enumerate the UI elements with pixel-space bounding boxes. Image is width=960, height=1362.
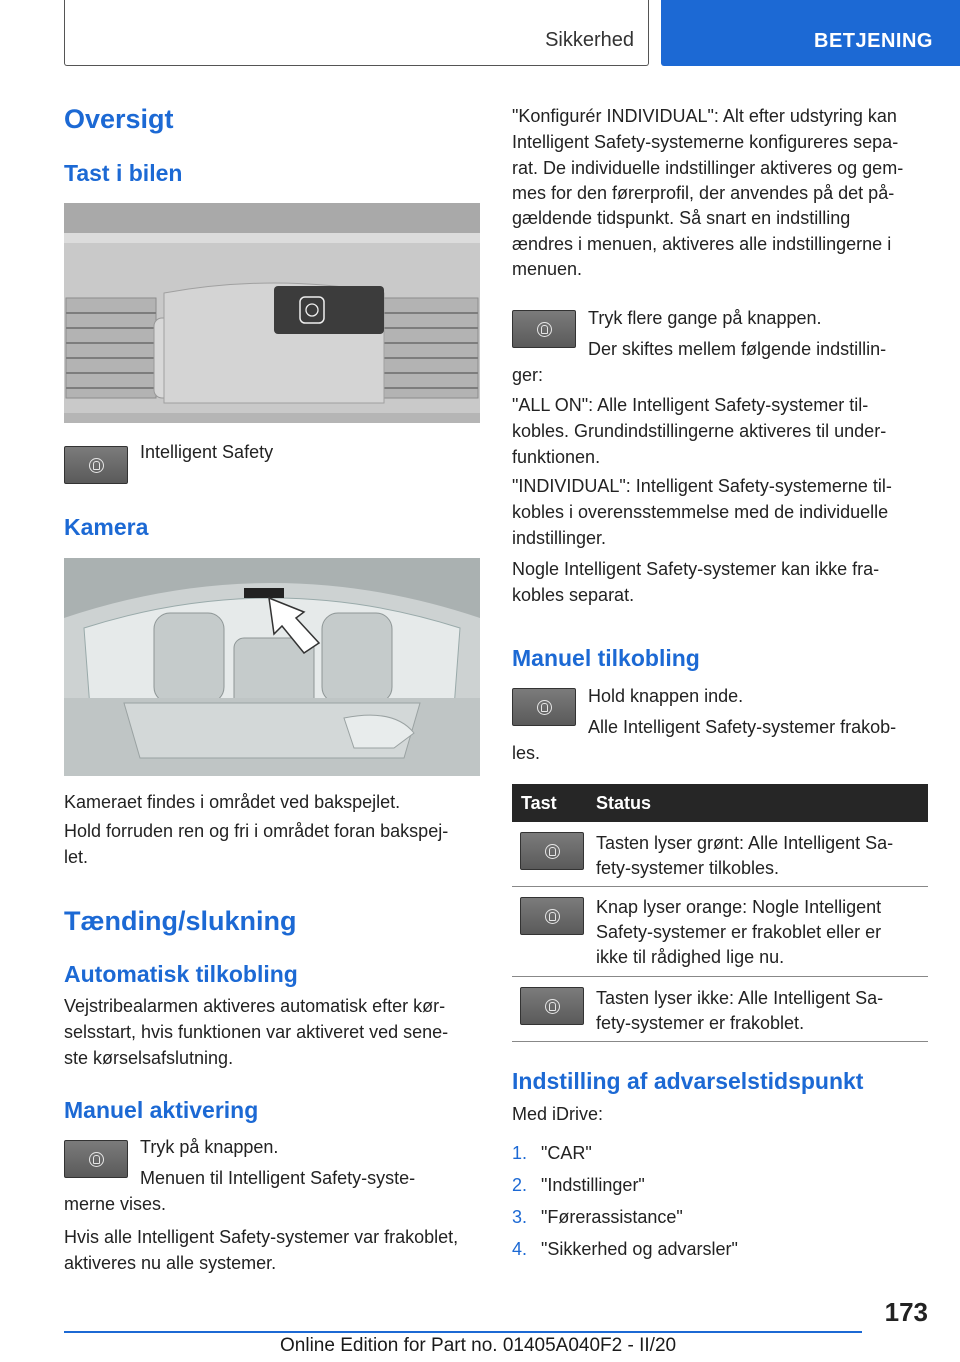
dashboard-button-photo <box>64 203 480 423</box>
table-row-text-1: Tasten lyser grønt: Alle Intelligent Sa- <box>596 833 894 853</box>
status-table-header <box>512 784 928 822</box>
step-number: 1. <box>512 1143 528 1163</box>
intelligent-safety-key-icon <box>520 987 584 1025</box>
kamera-text-2b: let. <box>64 847 89 867</box>
page-number: 173 <box>884 1297 928 1327</box>
tryk-text-1: Tryk flere gange på knappen. <box>588 308 822 328</box>
kamera-text-1: Kameraet findes i området ved bakspejlet. <box>64 792 401 812</box>
kamera-text-2a: Hold forruden ren og fri i området foran bakspej- <box>64 821 449 841</box>
table-row <box>512 822 928 887</box>
heading-oversigt: Oversigt <box>64 104 174 134</box>
akt-text-2: Menuen til Intelligent Safety-syste- <box>140 1168 416 1188</box>
auto-text-3: ste kørselsafslutning. <box>64 1048 234 1068</box>
nogle-text-1: Nogle Intelligent Safety-systemer kan ikke fra- <box>512 559 880 579</box>
step-text: "Førerassistance" <box>541 1207 683 1227</box>
table-row-text-2: fety-systemer er frakoblet. <box>596 1013 805 1033</box>
intelligent-safety-key-icon <box>512 688 576 726</box>
konf-text-6: ændres i menuen, aktiveres alle indstillingerne i <box>512 234 892 254</box>
konf-text-3: rat. De individuelle indstillinger aktiveres og gem- <box>512 158 904 178</box>
heading-tast-i-bilen: Tast i bilen <box>64 160 183 186</box>
step-number: 4. <box>512 1239 528 1259</box>
intelligent-safety-key-icon <box>64 446 128 484</box>
table-row-text-1: Knap lyser orange: Nogle Intelligent <box>596 897 882 917</box>
step-text: "Indstillinger" <box>541 1175 645 1195</box>
med-idrive-text: Med iDrive: <box>512 1104 604 1124</box>
table-row <box>512 977 928 1042</box>
allon-text-1: "ALL ON": Alle Intelligent Safety-systemer til- <box>512 395 869 415</box>
col-header-tast: Tast <box>521 793 557 813</box>
indiv-text-1: "INDIVIDUAL": Intelligent Safety-systemerne til- <box>512 476 892 496</box>
konf-text-5: gældende tidspunkt. Så snart en indstilling <box>512 208 851 228</box>
step-number: 3. <box>512 1207 528 1227</box>
intelligent-safety-key-icon <box>64 1140 128 1178</box>
heading-indstilling-advarselstidspunkt: Indstilling af advarselstidspunkt <box>512 1068 864 1094</box>
allon-text-2: kobles. Grundindstillingerne aktiveres til under- <box>512 421 887 441</box>
konf-text-7: menuen. <box>512 259 583 279</box>
indiv-text-2: kobles i overensstemmelse med de individuelle <box>512 502 889 522</box>
table-row-text-1: Tasten lyser ikke: Alle Intelligent Sa- <box>596 988 884 1008</box>
car-interior-illustration <box>64 558 480 776</box>
step-text: "Sikkerhed og advarsler" <box>541 1239 738 1259</box>
akt-text-1: Tryk på knappen. <box>140 1137 279 1157</box>
heading-manuel-aktivering: Manuel aktivering <box>64 1097 259 1123</box>
konf-text-1: "Konfigurér INDIVIDUAL": Alt efter udstyring kan <box>512 106 897 126</box>
indiv-text-3: indstillinger. <box>512 528 607 548</box>
step-number: 2. <box>512 1175 528 1195</box>
akt-text-4: Hvis alle Intelligent Safety-systemer var frakoblet, <box>64 1227 459 1247</box>
intelligent-safety-key-icon <box>520 897 584 935</box>
key-caption: Intelligent Safety <box>140 442 274 462</box>
intelligent-safety-key-icon <box>520 832 584 870</box>
col-header-status: Status <box>596 793 652 813</box>
table-row-text-3: ikke til rådighed lige nu. <box>596 947 785 967</box>
auto-text-1: Vejstribealarmen aktiveres automatisk efter kør- <box>64 996 446 1016</box>
header-section-title: Sikkerhed <box>545 29 634 51</box>
header-chapter-title: BETJENING <box>814 30 933 52</box>
auto-text-2: selsstart, hvis funktionen var aktiveret ved sene- <box>64 1022 449 1042</box>
rear-view-camera-photo <box>64 558 480 776</box>
akt-text-3: merne vises. <box>64 1194 167 1214</box>
konf-text-4: mes for den førerprofil, der anvendes på det på- <box>512 183 895 203</box>
konf-text-2: Intelligent Safety-systemerne konfigureres sepa- <box>512 132 899 152</box>
akt-text-5: aktiveres nu alle systemer. <box>64 1253 277 1273</box>
hold-text-3: les. <box>512 743 541 763</box>
heading-manuel-tilkobling: Manuel tilkobling <box>512 645 700 671</box>
header-chapter-tab <box>661 0 960 66</box>
nogle-text-2: kobles separat. <box>512 585 635 605</box>
hold-text-2: Alle Intelligent Safety-systemer frakob- <box>588 717 897 737</box>
table-row-text-2: Safety-systemer er frakoblet eller er <box>596 922 882 942</box>
intelligent-safety-key-icon <box>512 310 576 348</box>
heading-automatisk-tilkobling: Automatisk tilkobling <box>64 961 298 987</box>
footer-edition: Online Edition for Part no. 01405A040F2 - II/20 <box>280 1335 677 1356</box>
table-row <box>512 887 928 977</box>
tryk-text-3: ger: <box>512 365 544 385</box>
hold-text-1: Hold knappen inde. <box>588 686 744 706</box>
footer-divider <box>64 1331 862 1333</box>
table-row-text-2: fety-systemer tilkobles. <box>596 858 780 878</box>
heading-taending-slukning: Tænding/slukning <box>64 906 297 936</box>
header-section-box <box>64 0 649 66</box>
step-text: "CAR" <box>541 1143 592 1163</box>
allon-text-3: funktionen. <box>512 447 601 467</box>
dashboard-illustration <box>64 203 480 423</box>
heading-kamera: Kamera <box>64 514 149 540</box>
tryk-text-2: Der skiftes mellem følgende indstillin- <box>588 339 887 359</box>
